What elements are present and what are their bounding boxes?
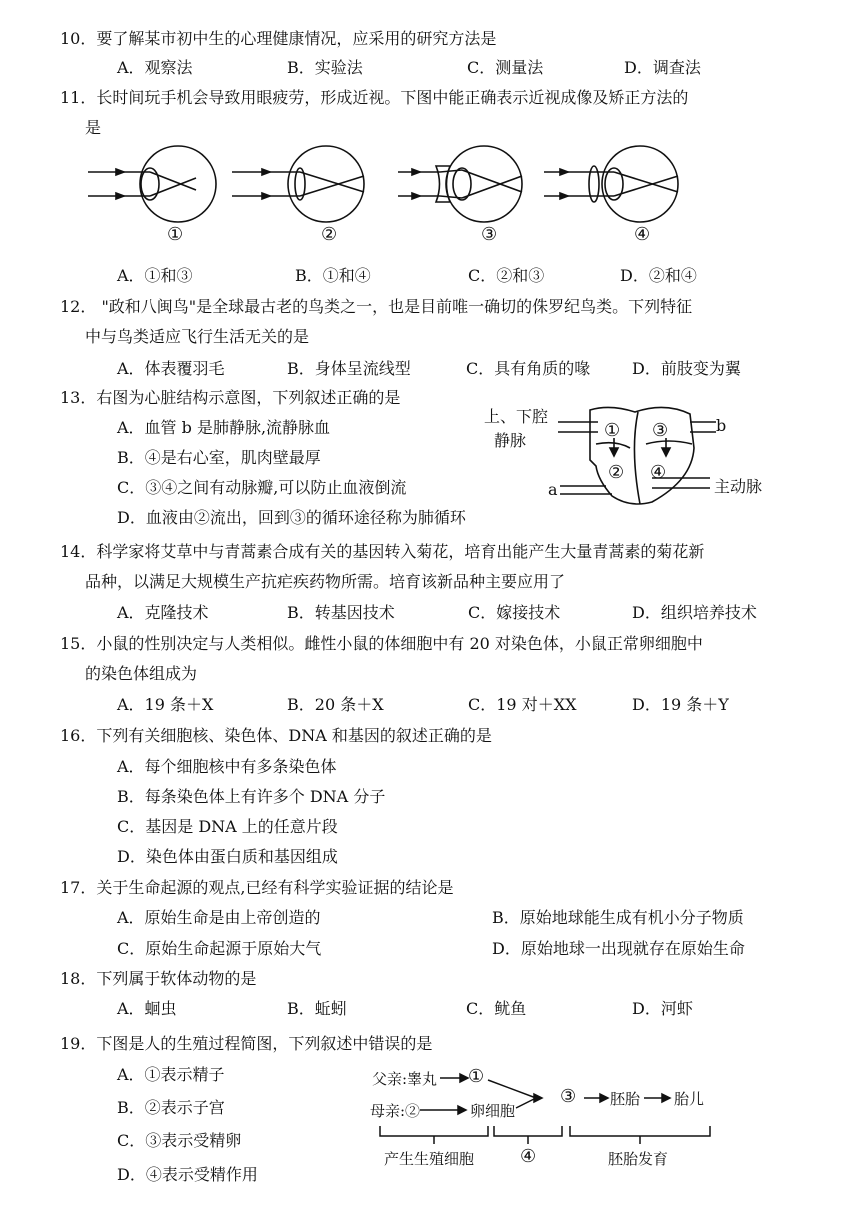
- q15-option-a: A．19 条＋X: [117, 695, 214, 714]
- q14-option-a: A．克隆技术: [117, 603, 209, 622]
- q14-stem-line1: 14．科学家将艾草中与青蒿素合成有关的基因转入菊花，培育出能产生大量青蒿素的菊花新: [60, 542, 705, 561]
- q11-option-d: D．②和④: [620, 266, 697, 285]
- q11-option-c: C．②和③: [468, 266, 545, 285]
- eye-label-4: ④: [634, 224, 651, 245]
- q19-option-d: D．④表示受精作用: [117, 1165, 258, 1184]
- q11-option-a: A．①和③: [117, 266, 193, 285]
- heart-label-a: a: [548, 480, 558, 499]
- q18-stem: 18．下列属于软体动物的是: [60, 969, 257, 988]
- q16-option-b: B．每条染色体上有许多个 DNA 分子: [117, 787, 386, 806]
- q18-option-c: C．鱿鱼: [466, 999, 527, 1018]
- q13-option-c: C．③④之间有动脉瓣,可以防止血液倒流: [117, 478, 407, 497]
- q19-stem: 19．下图是人的生殖过程简图，下列叙述中错误的是: [60, 1034, 433, 1053]
- repro-label-embryo: 胚胎: [610, 1090, 641, 1108]
- q18-option-b: B．蚯蚓: [287, 999, 347, 1018]
- q12-option-a: A．体表覆羽毛: [117, 359, 225, 378]
- q11-eye-diagram: [0, 140, 860, 250]
- q16-option-c: C．基因是 DNA 上的任意片段: [117, 817, 338, 836]
- repro-label-mother: 母亲:②: [370, 1102, 421, 1120]
- q12-option-d: D．前肢变为翼: [632, 359, 741, 378]
- q15-stem-line1: 15．小鼠的性别决定与人类相似。雌性小鼠的体细胞中有 20 对染色体，小鼠正常卵细胞中: [60, 634, 703, 653]
- repro-label-develop: 胚胎发育: [608, 1150, 669, 1168]
- q13-option-b: B．④是右心室，肌肉壁最厚: [117, 448, 321, 467]
- q19-option-c: C．③表示受精卵: [117, 1131, 242, 1150]
- q15-option-d: D．19 条＋Y: [632, 695, 729, 714]
- q16-option-a: A．每个细胞核中有多条染色体: [117, 757, 337, 776]
- repro-label-3: ③: [560, 1086, 577, 1107]
- q10-stem: 10．要了解某市初中生的心理健康情况，应采用的研究方法是: [60, 29, 497, 48]
- q19-option-a: A．①表示精子: [117, 1065, 225, 1084]
- heart-label-1: ①: [604, 420, 621, 441]
- q17-option-d: D．原始地球一出现就存在原始生命: [492, 939, 745, 958]
- eye-figure-2: [232, 146, 364, 222]
- q18-option-d: D．河虾: [632, 999, 693, 1018]
- heart-label-b: b: [716, 416, 727, 435]
- eye-figure-1: [88, 146, 216, 222]
- q13-stem: 13．右图为心脏结构示意图，下列叙述正确的是: [60, 388, 401, 407]
- q18-option-a: A．蛔虫: [117, 999, 177, 1018]
- q15-stem-line2: 的染色体组成为: [85, 664, 198, 683]
- q12-option-c: C．具有角质的喙: [466, 359, 591, 378]
- q17-option-c: C．原始生命起源于原始大气: [117, 939, 322, 958]
- heart-label-aorta: 主动脉: [714, 477, 763, 496]
- q10-option-a: A．观察法: [117, 58, 193, 77]
- q17-stem: 17．关于生命起源的观点,已经有科学实验证据的结论是: [60, 878, 454, 897]
- q10-option-b: B．实验法: [287, 58, 363, 77]
- eye-label-1: ①: [167, 224, 184, 245]
- heart-label-vena-cava-1: 上、下腔: [484, 407, 549, 426]
- eye-figure-4: [544, 146, 678, 222]
- q11-stem-line1: 11．长时间玩手机会导致用眼疲劳，形成近视。下图中能正确表示近视成像及矫正方法的: [60, 88, 689, 107]
- q17-option-a: A．原始生命是由上帝创造的: [117, 908, 321, 927]
- eye-label-2: ②: [321, 224, 338, 245]
- heart-label-3: ③: [652, 420, 669, 441]
- q14-stem-line2: 品种，以满足大规模生产抗疟疾药物所需。培育该新品种主要应用了: [85, 572, 566, 591]
- q10-option-c: C．测量法: [467, 58, 544, 77]
- q13-option-d: D．血液由②流出，回到③的循环途径称为肺循环: [117, 508, 466, 527]
- q14-option-c: C．嫁接技术: [468, 603, 561, 622]
- q10-option-d: D．调查法: [624, 58, 701, 77]
- eye-figure-3: [398, 146, 522, 222]
- q14-option-d: D．组织培养技术: [632, 603, 757, 622]
- q13-option-a: A．血管 b 是肺静脉,流静脉血: [117, 418, 331, 437]
- q16-option-d: D．染色体由蛋白质和基因组成: [117, 847, 338, 866]
- repro-label-4: ④: [520, 1146, 537, 1167]
- repro-label-fetus: 胎儿: [674, 1090, 705, 1108]
- q15-option-b: B．20 条＋X: [287, 695, 384, 714]
- q15-option-c: C．19 对＋XX: [468, 695, 577, 714]
- q11-stem-line2: 是: [85, 118, 102, 137]
- repro-label-1: ①: [468, 1066, 485, 1087]
- q12-option-b: B．身体呈流线型: [287, 359, 411, 378]
- q12-stem-line1: 12． "政和八闽鸟"是全球最古老的鸟类之一，也是目前唯一确切的侏罗纪鸟类。下列特征: [60, 297, 693, 316]
- q12-stem-line2: 中与鸟类适应飞行生活无关的是: [85, 327, 310, 346]
- eye-label-3: ③: [481, 224, 498, 245]
- repro-label-produce: 产生生殖细胞: [384, 1150, 475, 1168]
- q17-option-b: B．原始地球能生成有机小分子物质: [492, 908, 744, 927]
- heart-label-2: ②: [608, 462, 625, 483]
- heart-label-4: ④: [650, 462, 667, 483]
- repro-label-father: 父亲:睾丸: [372, 1070, 438, 1088]
- heart-label-vena-cava-2: 静脉: [494, 431, 527, 450]
- q14-option-b: B．转基因技术: [287, 603, 395, 622]
- repro-label-egg: 卵细胞: [470, 1102, 516, 1120]
- q16-stem: 16．下列有关细胞核、染色体、DNA 和基因的叙述正确的是: [60, 726, 492, 745]
- q19-option-b: B．②表示子宫: [117, 1098, 225, 1117]
- q11-option-b: B．①和④: [295, 266, 371, 285]
